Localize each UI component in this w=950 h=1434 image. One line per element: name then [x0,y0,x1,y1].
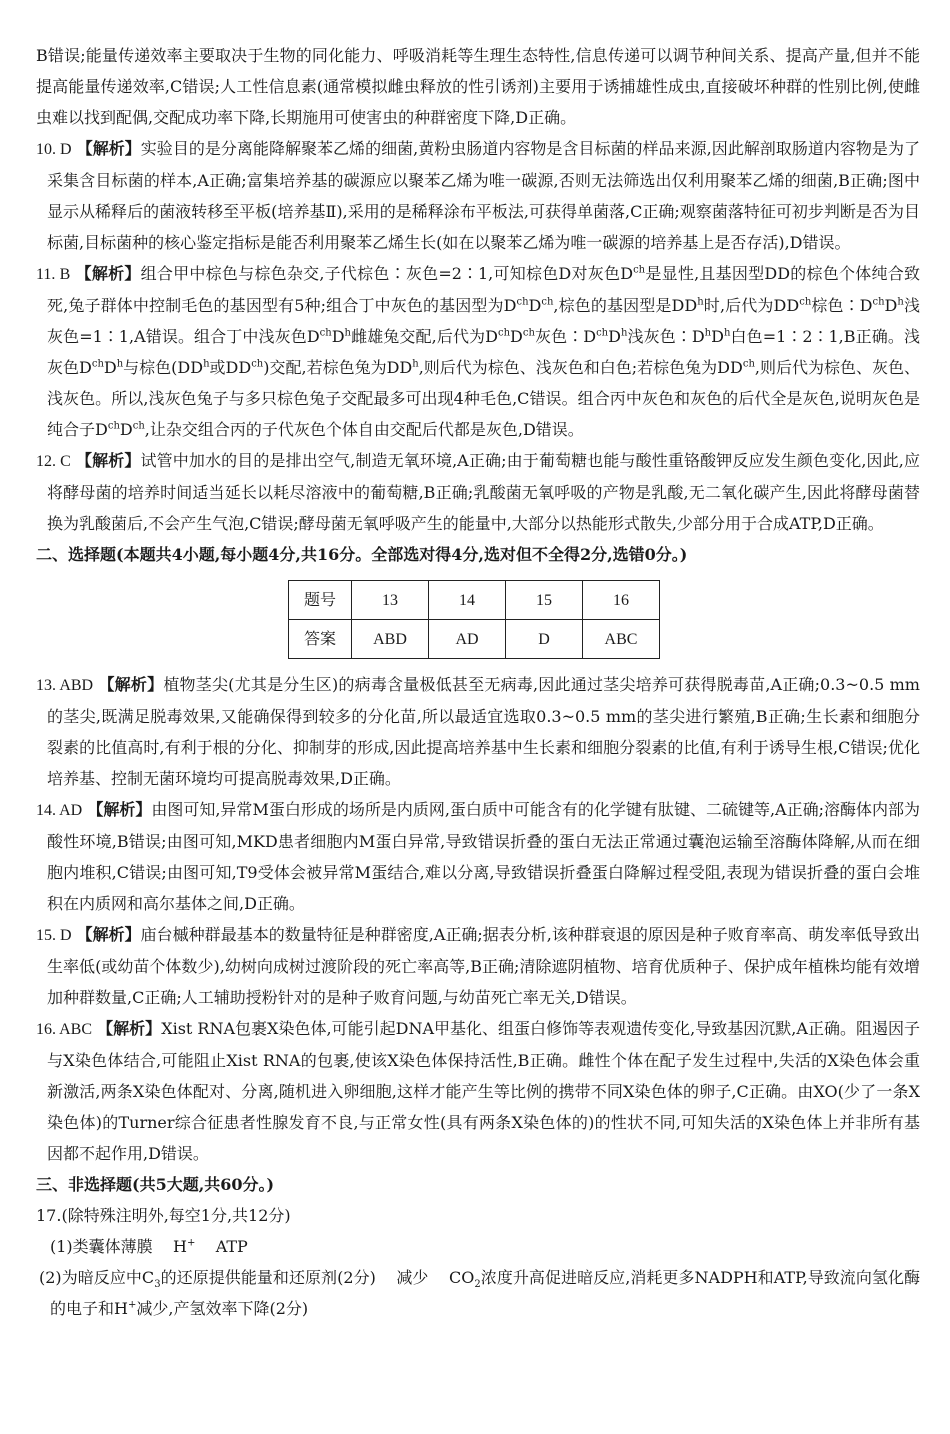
q11-text: 或DD [209,358,252,377]
q17-heading: 17.(除特殊注明外,每空1分,共12分) [36,1206,291,1225]
q11-text: 棕色∶D [811,296,873,315]
allele-sup: ch [498,327,511,339]
q17-p2-text: CO [449,1268,475,1287]
allele-sup: h [344,327,351,339]
allele-sup: ch [872,296,885,308]
q11-analysis-tag: 【解析】 [75,264,141,283]
q14-number: 14. AD [36,802,83,819]
q15-analysis-tag: 【解析】 [76,925,141,944]
answer-table [288,580,660,659]
q17-p2-text: 减少,产氢效率下降(2分) [136,1299,309,1318]
table-cell: ABD [352,620,429,659]
allele-sup: ch [742,358,755,370]
q17-p2-text: 浓度升高促进暗反应,消耗更多NADPH和ATP,导致流向氢化酶的电子和H [50,1268,920,1318]
q12-text: 试管中加水的目的是排出空气,制造无氧环境,A正确;由于葡萄糖也能与酸性重铬酸钾反应发生颜色变化,因此,应将酵母菌的培养时间适当延长以耗尽溶液中的葡萄糖,B正确;乳酸菌无氧呼吸的产物是乳酸,无二氧化碳产生,因此将酵母菌替换为乳酸菌后,不会产生气泡,C错误;酵母菌无氧呼吸产生的能量中,大部分以热能形式散失,少部分用于合成ATP,D正确。 [47,451,920,533]
q11-text: 组合甲中棕色与棕色杂交,子代棕色∶灰色=2∶1,可知棕色D对灰色D [140,264,634,283]
q16-number: 16. ABC [36,1021,93,1038]
section-3-heading: 三、非选择题(共5大题,共60分。) [36,1175,275,1194]
subscript: 2 [474,1279,481,1291]
q11-text: )交配,若棕色兔为DD [263,358,413,377]
q11-text: 雌雄兔交配,后代为D [350,327,498,346]
allele-sup: ch [251,358,264,370]
allele-sup: ch [516,296,529,308]
q11-text: 浅灰色∶D [627,327,705,346]
q17-p1-answer: (1)类囊体薄膜 [50,1237,153,1256]
q12-explanation [36,445,920,539]
allele-sup: ch [319,327,332,339]
q11-text: 是显性,且基因型DD的棕色个体纯合致死,兔子群体中控制毛色的基因型有5种;组合丁中灰色的基因型为D [47,264,920,315]
q10-analysis-tag: 【解析】 [76,139,141,158]
q17-p2-text: (2)为暗反应中C [39,1268,155,1287]
q17-p2-text: 减少 [396,1268,429,1287]
allele-sup: ch [596,327,609,339]
q13-analysis-tag: 【解析】 [98,675,164,694]
q14-explanation [36,794,920,919]
q10-explanation [36,133,920,258]
allele-sup: h [697,296,704,308]
table-cell: ABC [583,620,660,659]
allele-sup: ch [799,296,812,308]
q15-number: 15. D [36,927,72,944]
q11-text: 时,后代为DD [703,296,800,315]
table-cell: 16 [583,581,660,620]
allele-sup: h [723,327,731,339]
allele-sup: h [116,358,124,370]
subscript: 3 [154,1279,161,1291]
allele-sup: h [412,358,419,370]
q11-text: ,则后代为棕色、灰色、浅灰色。所以,浅灰色兔子与多只棕色兔子交配最多可出现4种毛色,C错误。组合丙中灰色和灰色的后代全是灰色,说明灰色是纯合子D [47,358,920,439]
table-row [289,620,660,659]
q11-text: ,棕色的基因型是DD [553,296,698,315]
q11-number: 11. B [36,266,71,283]
q15-text: 庙台槭种群最基本的数量特征是种群密度,A正确;据表分析,该种群衰退的原因是种子败育率高、萌发率低导致出生率低(或幼苗个体数少),幼树向成树过渡阶段的死亡率高等,B正确;清除遮阴植物、培育优质种子、保护成年植株均能有效增加种群数量,C正确;人工辅助授粉针对的是种子败育问题,与幼苗死亡率无关,D错误。 [47,925,920,1007]
q11-text: 与棕色(DD [123,358,204,377]
table-header-cell: 题号 [289,581,352,620]
allele-sup: h [704,327,712,339]
q11-explanation: 11. B 【解析】组合甲中棕色与棕色杂交,子代棕色∶灰色=2∶1,可知棕色D对灰色$D^{ch}$是显性,且基因型DD的棕色个体纯合致死,兔子群体中控制毛色的基因型有5种;组合丁中灰色的基因型为$D^{ch}D^{ch}$,棕色的基因型是$DD^h$时,后代为$DD^{ch}$棕色$∶D^{ch}D^h$浅灰色=1∶1,A错误。组合丁中浅灰色$D^{ch}D^h$雌雄兔交配,后代为$D^{ch}D^{ch}$灰色$∶D^{ch}D^h$浅灰色$∶D^hD^h$白色=1∶2∶1,B正确。浅灰色$D^{ch}D^h$与棕色($DD^h$或$DD^{ch}$)交配,若棕色兔为$DD^h$,则后代为棕色、浅灰色和白色;若棕色兔为$DD^{ch}$,则后代为棕色、灰色、浅灰色。所以,浅灰色兔子与多只棕色兔子交配最多可出现4种毛色,C错误。组合丙中灰色和灰色的后代全是灰色,说明灰色是纯合子$D^{ch}D^{ch}$,让杂交组合丙的子代灰色个体自由交配后代都是灰色,D错误。 [36,264,920,439]
allele-sup: ch [132,420,145,432]
q17-p2-text: 的还原提供能量和还原剂(2分) [160,1268,376,1287]
q11-text: 浅灰色=1∶1,A错误。组合丁中浅灰色D [47,296,920,346]
table-row [289,581,660,620]
q16-analysis-tag: 【解析】 [97,1019,162,1038]
section-2-heading: 二、选择题(本题共4小题,每小题4分,共16分。全部选对得4分,选对但不全得2分,选错0分。) [36,545,688,564]
q10-text: 实验目的是分离能降解聚苯乙烯的细菌,黄粉虫肠道内容物是含目标菌的样品来源,因此解剖取肠道内容物是为了采集含目标菌的样本,A正确;富集培养基的碳源应以聚苯乙烯为唯一碳源,否则无法筛选出仅利用聚苯乙烯的细菌,B正确;图中显示从稀释后的菌液转移至平板(培养基Ⅱ),采用的是稀释涂布平板法,可获得单菌落,C正确;观察菌落特征可初步判断是否为目标菌,目标菌种的核心鉴定指标是能否利用聚苯乙烯生长(如在以聚苯乙烯为唯一碳源的培养基上是否存活),D错误。 [47,139,920,252]
q14-analysis-tag: 【解析】 [87,800,152,819]
table-cell: AD [429,620,506,659]
q16-explanation [36,1013,920,1169]
allele-sup: ch [107,420,120,432]
q11-text: 白色=1∶2∶1,B正确。浅灰色D [47,327,920,377]
q13-text: 植物茎尖(尤其是分生区)的病毒含量极低甚至无病毒,因此通过茎尖培养可获得脱毒苗,A正确;0.3~0.5 mm的茎尖,既满足脱毒效果,又能确保得到较多的分化苗,所以最适宜选取0.3~0.5 mm的茎尖进行繁殖,B正确;生长素和细胞分裂素的比值高时,有利于根的分化、抑制芽的形成,因此提高培养基中生长素和细胞分裂素的比值,有利于诱导生根,C错误;优化培养基、控制无菌环境均可提高脱毒效果,D正确。 [47,675,920,788]
allele-sup: ch [541,296,554,308]
allele-sup: ch [91,358,104,370]
q13-number: 13. ABD [36,677,94,694]
table-cell: D [506,620,583,659]
allele-sup: h [897,296,904,308]
table-cell: 15 [506,581,583,620]
q12-analysis-tag: 【解析】 [76,451,141,470]
q11-text: ,则后代为棕色、浅灰色和白色;若棕色兔为DD [418,358,743,377]
q15-explanation [36,919,920,1013]
allele-sup: ch [522,327,535,339]
q17-p1-answer: H+ [173,1237,196,1256]
q17-part1 [36,1231,920,1262]
allele-sup: ch [633,264,646,276]
q9-continuation: B错误;能量传递效率主要取决于生物的同化能力、呼吸消耗等生理生态特性,信息传递可以调节种间关系、提高产量,但并不能提高能量传递效率,C错误;人工性信息素(通常模拟雌虫释放的性引诱剂)主要用于诱捕雄性成虫,直接破坏种群的性别比例,使雌虫难以找到配偶,交配成功率下降,长期施用可使害虫的种群密度下降,D正确。 [36,46,920,127]
q16-text: Xist RNA包裹X染色体,可能引起DNA甲基化、组蛋白修饰等表观遗传变化,导致基因沉默,A正确。阻遏因子与X染色体结合,可能阻止Xist RNA的包裹,使该X染色体保持活性,B正确。雌性个体在配子发生过程中,失活的X染色体会重新激活,两条X染色体配对、分离,随机进入卵细胞,这样才能产生等比例的携带不同X染色体的卵子,C正确。由XO(少了一条X染色体)的Turner综合征患者性腺发育不良,与正常女性(具有两条X染色体的)的性状不同,可知失活的X染色体上并非所有基因都不起作用,D错误。 [47,1019,920,1163]
allele-sup: h [203,358,210,370]
q17-p1-answer: ATP [215,1237,248,1256]
q10-number: 10. D [36,141,72,158]
table-header-cell: 答案 [289,620,352,659]
superscript: + [127,1299,137,1311]
allele-sup: h [620,327,628,339]
table-cell: 14 [429,581,506,620]
q13-explanation [36,669,920,794]
q12-number: 12. C [36,453,71,470]
q11-text: ,让杂交组合丙的子代灰色个体自由交配后代都是灰色,D错误。 [144,420,584,439]
q14-text: 由图可知,异常M蛋白形成的场所是内质网,蛋白质中可能含有的化学键有肽键、二硫键等,A正确;溶酶体内部为酸性环境,B错误;由图可知,MKD患者细胞内M蛋白异常,导致错误折叠的蛋白无法正常通过囊泡运输至溶酶体降解,从而在细胞内堆积,C错误;由图可知,T9受体会被异常M蛋结合,难以分离,导致错误折叠蛋白降解过程受阻,表现为错误折叠的蛋白会堆积在内质网和高尔基体之间,D正确。 [47,800,920,913]
q17-part2 [36,1262,920,1324]
table-cell: 13 [352,581,429,620]
